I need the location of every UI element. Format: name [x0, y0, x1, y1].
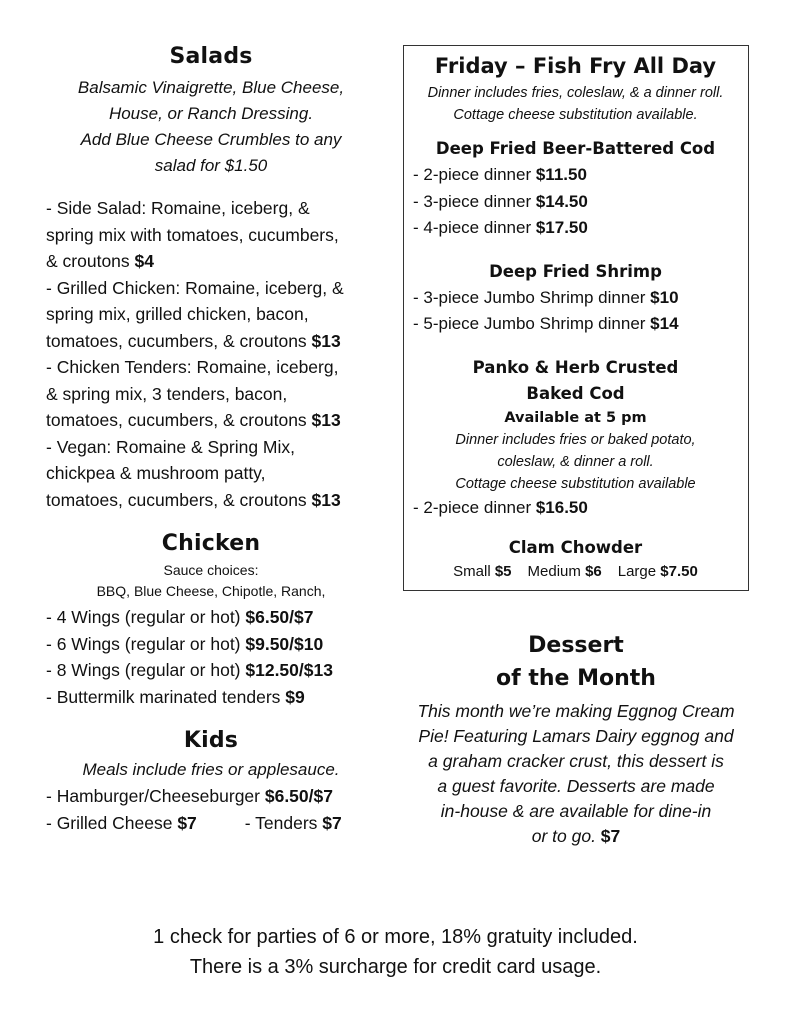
chowder-medium: [528, 563, 602, 580]
item-line: - Grilled Chicken: Romaine, iceberg, &: [46, 277, 344, 298]
panko-note: Dinner includes fries or baked potato,: [455, 431, 696, 448]
item-line: [46, 328, 376, 355]
fish-fry-title: Friday – Fish Fry All Day: [434, 54, 717, 78]
item-price: $17.50: [535, 218, 588, 237]
item-text: - 3-piece dinner: [413, 191, 536, 211]
item-price: $7: [177, 812, 197, 833]
cod-heading: Deep Fried Beer-Battered Cod: [435, 139, 716, 158]
item-text: - Grilled Cheese: [46, 812, 178, 833]
item-text: tomatoes, cucumbers, & croutons: [46, 489, 312, 510]
dessert-heading: Dessert: [528, 633, 624, 658]
size-label: Large: [617, 563, 661, 580]
dessert-line: This month we’re making Eggnog Cream: [417, 701, 735, 721]
size-price: $5: [494, 563, 512, 580]
panko-note: coleslaw, & dinner a roll.: [497, 453, 654, 470]
salads-list: [46, 195, 376, 513]
salads-intro-line: salad for $1.50: [154, 156, 268, 175]
fish-fry-note: Dinner includes fries, coleslaw, & a dinner roll.: [427, 85, 724, 101]
item-line: - Side Salad: Romaine, iceberg, &: [46, 198, 310, 218]
item-text: & croutons: [46, 251, 135, 271]
fish-fry-note: Cottage cheese substitution available.: [453, 107, 698, 123]
surcharge-note: There is a 3% surcharge for credit card usage.: [189, 956, 602, 978]
menu-item: [413, 495, 738, 522]
item-price: $14.50: [535, 191, 588, 211]
fish-fry-box: [403, 45, 749, 591]
panko-heading: Baked Cod: [526, 383, 625, 403]
menu-item: [46, 684, 376, 711]
menu-item: [46, 354, 376, 434]
menu-item: [413, 311, 738, 338]
item-line: - Vegan: Romaine & Spring Mix,: [46, 436, 296, 457]
item-price: $6.50/$7: [264, 786, 333, 806]
item-line: [46, 487, 376, 514]
item-price: $14: [650, 314, 679, 333]
menu-item: [46, 275, 376, 355]
item-price: $12.50/$13: [245, 660, 333, 680]
shrimp-heading: Deep Fried Shrimp: [489, 261, 662, 281]
menu-item: [413, 189, 738, 216]
left-column: [46, 44, 376, 836]
item-line: & spring mix, 3 tenders, bacon,: [46, 383, 288, 404]
kids-row: [46, 810, 376, 837]
menu-item: [46, 604, 376, 631]
item-line: [46, 407, 376, 434]
sauce-choices: BBQ, Blue Cheese, Chipotle, Ranch,: [96, 583, 326, 599]
item-text: - 2-piece dinner: [413, 165, 536, 184]
chicken-heading: Chicken: [161, 531, 261, 556]
item-price: $13: [311, 330, 341, 351]
item-text: - 4-piece dinner: [413, 218, 536, 237]
item-price: $7: [322, 812, 342, 833]
dessert-section: [403, 629, 749, 849]
item-line: spring mix with tomatoes, cucumbers,: [46, 224, 339, 245]
item-price: $11.50: [535, 165, 587, 184]
menu-item: [46, 657, 376, 684]
dessert-price: $7: [600, 826, 621, 846]
dessert-line: Pie! Featuring Lamars Dairy eggnog and: [418, 726, 734, 746]
dessert-line: a guest favorite. Desserts are made: [437, 776, 715, 796]
item-text: - 2-piece dinner: [413, 497, 536, 517]
salads-intro-line: House, or Ranch Dressing.: [108, 104, 314, 123]
menu-item: [46, 783, 376, 810]
item-price: $4: [134, 251, 154, 271]
item-text: - 8 Wings (regular or hot): [46, 660, 246, 680]
item-line: [46, 248, 376, 275]
salads-intro-line: Add Blue Cheese Crumbles to any: [80, 130, 342, 149]
panko-heading: Panko & Herb Crusted: [472, 357, 679, 377]
salads-intro: [46, 75, 376, 179]
item-text: tomatoes, cucumbers, & croutons: [46, 410, 312, 430]
size-label: Small: [453, 563, 495, 580]
item-price: $10: [650, 287, 679, 307]
chicken-list: [46, 604, 376, 710]
item-price: $13: [311, 489, 341, 510]
panko-availability: Available at 5 pm: [504, 409, 647, 426]
item-price: $9: [285, 686, 305, 707]
item-text: - 4 Wings (regular or hot): [46, 607, 246, 627]
size-label: Medium: [527, 563, 586, 580]
item-price: $6.50/$7: [245, 607, 314, 627]
menu-item: [413, 285, 738, 312]
dessert-line: in-house & are available for dine-in: [440, 801, 712, 821]
item-text: - Hamburger/Cheeseburger: [46, 786, 265, 806]
menu-item: [413, 215, 738, 242]
kids-heading: Kids: [183, 728, 239, 753]
item-line: chickpea & mushroom patty,: [46, 463, 266, 483]
salads-heading: Salads: [169, 44, 253, 69]
item-text: - Buttermilk marinated tenders: [46, 686, 286, 707]
item-line: spring mix, grilled chicken, bacon,: [46, 304, 309, 324]
menu-item: [46, 631, 376, 658]
chowder-small: [453, 563, 511, 580]
kids-note: Meals include fries or applesauce.: [82, 760, 340, 779]
dessert-line: a graham cracker crust, this dessert is: [428, 751, 724, 771]
item-text: - Tenders: [244, 812, 323, 833]
size-price: $6: [585, 563, 602, 580]
menu-item: [413, 162, 738, 189]
menu-item: [46, 195, 376, 275]
item-text: tomatoes, cucumbers, & croutons: [46, 330, 312, 351]
item-text: - 5-piece Jumbo Shrimp dinner: [413, 314, 651, 333]
chowder-sizes: [413, 563, 738, 580]
item-price: $13: [311, 410, 341, 430]
sauce-label: Sauce choices:: [163, 562, 259, 578]
dessert-heading: of the Month: [496, 666, 656, 691]
item-price: $16.50: [535, 497, 588, 517]
dessert-line: [403, 824, 749, 849]
size-price: $7.50: [660, 563, 698, 580]
panko-note: Cottage cheese substitution available: [455, 475, 696, 492]
item-text: - 3-piece Jumbo Shrimp dinner: [413, 287, 651, 307]
dessert-text: or to go.: [531, 826, 601, 846]
menu-item: [245, 810, 342, 837]
item-line: - Chicken Tenders: Romaine, iceberg,: [46, 357, 339, 377]
item-text: - 6 Wings (regular or hot): [46, 633, 246, 654]
menu-item: [46, 434, 376, 514]
item-price: $9.50/$10: [245, 633, 324, 654]
footer-notes: [0, 922, 791, 982]
chowder-large: [618, 563, 698, 580]
chowder-heading: Clam Chowder: [508, 538, 643, 557]
gratuity-note: 1 check for parties of 6 or more, 18% gratuity included.: [153, 926, 638, 948]
salads-intro-line: Balsamic Vinaigrette, Blue Cheese,: [77, 78, 345, 97]
right-column: [403, 45, 749, 849]
